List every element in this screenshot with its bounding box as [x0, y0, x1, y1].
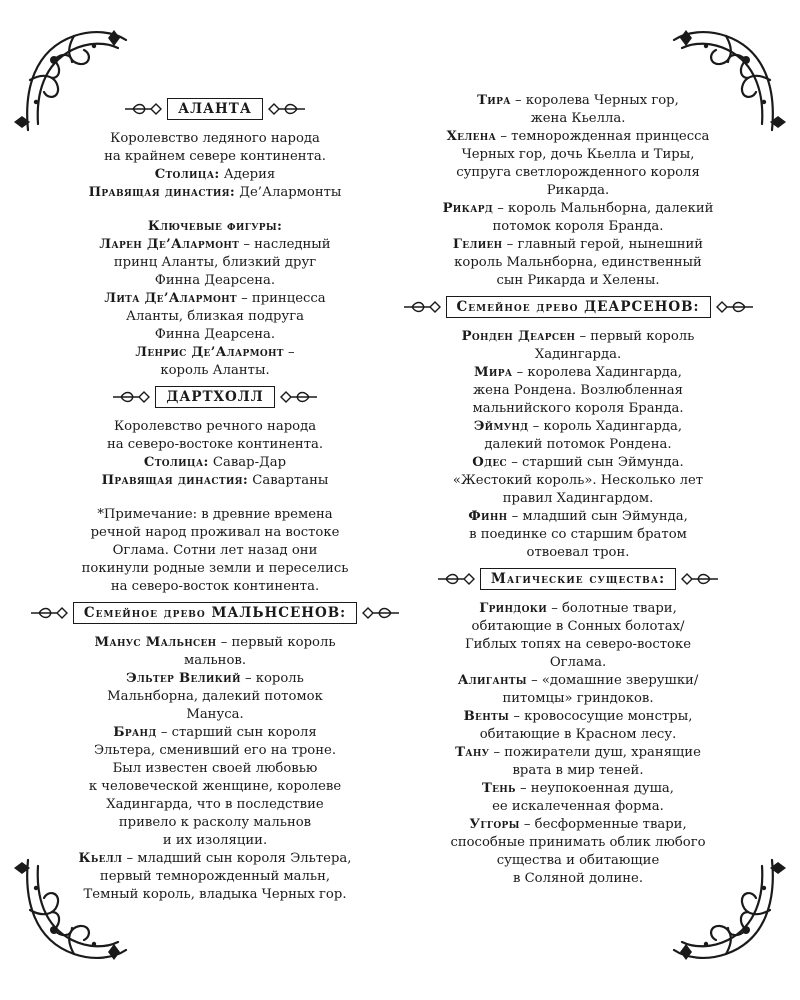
- text-line: на крайнем севере континента.: [104, 149, 326, 164]
- header-flourish-icon: [404, 299, 444, 315]
- section-header-alanta: [35, 98, 395, 120]
- text-line: Мира – королева Хадингарда,: [474, 365, 682, 380]
- text-line: Тира – королева Черных гор,: [477, 93, 679, 108]
- dearsen-body: [398, 328, 758, 562]
- header-flourish-icon: [359, 605, 399, 621]
- text-line: Мануса.: [186, 707, 244, 722]
- text-line: Черных гор, дочь Кьелла и Тиры,: [461, 147, 695, 162]
- header-flourish-icon: [113, 389, 153, 405]
- text-line: принц Аланты, близкий друг: [113, 255, 317, 270]
- section-header-malnsen: [35, 602, 395, 624]
- text-line: Уггоры – бесформенные твари,: [469, 817, 687, 832]
- dartholl-note: [35, 506, 395, 596]
- text-line: Венты – кровососущие монстры,: [463, 709, 693, 724]
- text-line: мальнов.: [183, 653, 247, 668]
- text-line: Алиганты – «домашние зверушки/: [457, 673, 699, 688]
- text-line: к человеческой женщине, королеве: [88, 779, 342, 794]
- section-title: АЛАНТА: [167, 98, 263, 120]
- header-flourish-icon: [31, 605, 71, 621]
- text-line: Ларен Де’Алармонт – наследный: [99, 237, 331, 252]
- text-line: Мальнборна, далекий потомок: [107, 689, 323, 704]
- text-line: Кьелл – младший сын короля Эльтера,: [78, 851, 352, 866]
- text-line: Хелена – темнорожденная принцесса: [446, 129, 710, 144]
- text-line: мальнийского короля Бранда.: [472, 401, 684, 416]
- text-line: Правящая династия: Де’Алармонты: [88, 185, 342, 200]
- text-line: *Примечание: в древние времена: [97, 507, 333, 522]
- text-line: король Аланты.: [160, 363, 270, 378]
- text-line: речной народ проживал на востоке: [90, 525, 340, 540]
- text-line: далекий потомок Рондена.: [484, 437, 672, 452]
- text-line: Одес – старший сын Эймунда.: [472, 455, 684, 470]
- text-line: Рикард – король Мальнборна, далекий: [442, 201, 714, 216]
- text-line: обитающие в Красном лесу.: [479, 727, 677, 742]
- text-line: Ленрис Де’Алармонт –: [135, 345, 295, 360]
- text-line: обитающие в Сонных болотах/: [471, 619, 685, 634]
- text-line: ее искалеченная форма.: [492, 799, 664, 814]
- text-line: покинули родные земли и переселись: [81, 561, 349, 576]
- text-line: в поединке со старшим братом: [469, 527, 687, 542]
- text-line: Оглама. Сотни лет назад они: [112, 543, 318, 558]
- header-flourish-icon: [678, 571, 718, 587]
- right-column: [398, 92, 758, 888]
- text-line: Тану – пожиратели душ, хранящие: [455, 745, 701, 760]
- text-line: врата в мир теней.: [512, 763, 644, 778]
- text-line: Был известен своей любовью: [112, 761, 318, 776]
- malnsen-body: [35, 634, 395, 904]
- text-line: Хадингарда.: [534, 347, 622, 362]
- text-line: Аланты, близкая подруга: [126, 309, 304, 324]
- text-line: Ронден Деарсен – первый король: [461, 329, 695, 344]
- header-flourish-icon: [125, 101, 165, 117]
- malnsen-continued: [398, 92, 758, 290]
- text-line: Темный король, владыка Черных гор.: [83, 887, 347, 902]
- text-line: Королевство ледяного народа: [110, 131, 320, 146]
- text-line: существа и обитающие: [496, 853, 660, 868]
- left-column: [35, 92, 395, 904]
- section-header-dartholl: [35, 386, 395, 408]
- text-line: в Соляной долине.: [512, 871, 644, 886]
- text-line: жена Рондена. Возлюбленная: [473, 383, 683, 398]
- text-line: Эльтера, сменивший его на троне.: [93, 743, 337, 758]
- text-line: Столица: Савар-Дар: [143, 455, 287, 470]
- dartholl-body: [35, 418, 395, 490]
- text-line: Лита Де’Алармонт – принцесса: [104, 291, 326, 306]
- text-line: Гиблых топях на северо-востоке: [464, 637, 692, 652]
- text-line: Тень – неупокоенная душа,: [481, 781, 674, 796]
- text-line: Королевство речного народа: [113, 419, 317, 434]
- text-line: супруга светлорожденного короля: [456, 165, 700, 180]
- text-line: первый темнорожденный мальн,: [99, 869, 331, 884]
- text-line: сын Рикарда и Хелены.: [496, 273, 660, 288]
- text-line: Манус Мальнсен – первый король: [94, 635, 336, 650]
- key-figures-block: [35, 218, 395, 380]
- section-title: Магические существа:: [480, 568, 676, 590]
- text-line: привело к расколу мальнов: [118, 815, 312, 830]
- header-flourish-icon: [265, 101, 305, 117]
- text-line: Оглама.: [549, 655, 607, 670]
- section-title: ДАРТХОЛЛ: [155, 386, 274, 408]
- text-line: Рикарда.: [546, 183, 610, 198]
- text-line: правил Хадингардом.: [502, 491, 654, 506]
- text-line: Финна Деарсена.: [154, 327, 276, 342]
- header-flourish-icon: [438, 571, 478, 587]
- text-line: потомок короля Бранда.: [492, 219, 664, 234]
- text-line: питомцы» гриндоков.: [502, 691, 654, 706]
- text-line: Хадингарда, что в последствие: [106, 797, 324, 812]
- section-title: Семейное древо ДЕАРСЕНОВ:: [446, 296, 711, 318]
- text-line: Гелиен – главный герой, нынешний: [452, 237, 704, 252]
- text-line: «Жестокий король». Несколько лет: [452, 473, 704, 488]
- section-title: Семейное древо МАЛЬНСЕНОВ:: [73, 602, 357, 624]
- text-line: на северо-восток континента.: [110, 579, 320, 594]
- text-line: Гриндоки – болотные твари,: [479, 601, 677, 616]
- header-flourish-icon: [277, 389, 317, 405]
- text-line: отвоевал трон.: [526, 545, 630, 560]
- text-line: Эльтер Великий – король: [126, 671, 304, 686]
- header-flourish-icon: [713, 299, 753, 315]
- text-line: Финн – младший сын Эймунда,: [468, 509, 688, 524]
- text-line: король Мальнборна, единственный: [454, 255, 702, 270]
- section-header-dearsen: [398, 296, 758, 318]
- text-line: на северо-востоке континента.: [106, 437, 324, 452]
- key-figures-heading: Ключевые фигуры:: [147, 219, 283, 234]
- text-line: Бранд – старший сын короля: [113, 725, 317, 740]
- text-line: Правящая династия: Савартаны: [101, 473, 329, 488]
- alanta-body: [35, 130, 395, 202]
- text-line: Финна Деарсена.: [154, 273, 276, 288]
- text-line: и их изоляции.: [162, 833, 268, 848]
- text-line: Столица: Адерия: [154, 167, 276, 182]
- text-line: способные принимать облик любого: [450, 835, 706, 850]
- creatures-body: [398, 600, 758, 888]
- text-line: жена Кьелла.: [530, 111, 626, 126]
- section-header-creatures: [398, 568, 758, 590]
- text-line: Эймунд – король Хадингарда,: [473, 419, 683, 434]
